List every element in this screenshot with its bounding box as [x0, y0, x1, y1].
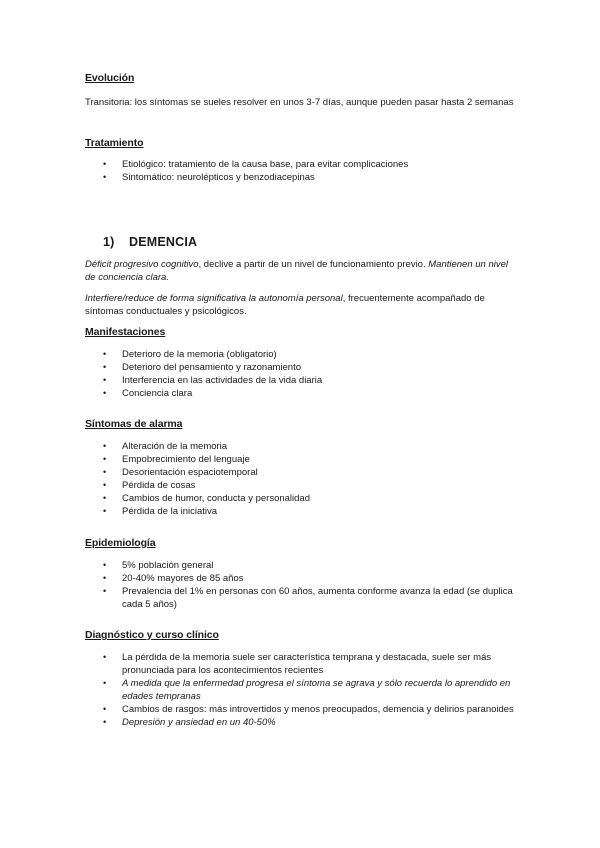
list-item: • Cambios de rasgos: más introvertidos y menos preocupados, demencia y delirios paranoides	[85, 703, 525, 716]
list-item: • Deterioro de la memoria (obligatorio)	[85, 348, 525, 361]
heading-epidemiologia: Epidemiología	[85, 537, 156, 549]
intro2-italic: Interfiere/reduce de forma significativa la autonomía personal	[85, 293, 343, 304]
demencia-intro-1	[85, 258, 515, 284]
intro1-italic-b: Mantienen un nivel de conciencia clara.	[85, 259, 508, 283]
list-item: • La pérdida de la memoria suele ser característica temprana y destacada, suele ser más pronunciada para los acontecimientos recientes	[85, 651, 525, 677]
list-item: • Sintomático: neurolépticos y benzodiacepinas	[85, 171, 525, 184]
section-title: DEMENCIA	[129, 235, 198, 249]
list-item: • Prevalencia del 1% en personas con 60 años, aumenta conforme avanza la edad (se duplica cada 5 años)	[85, 585, 525, 611]
intro2-normal: , frecuentemente acompañado de síntomas conductuales y psicológicos.	[85, 293, 485, 317]
list-item: • Pérdida de la iniciativa	[85, 505, 525, 518]
tratamiento-list	[85, 158, 525, 184]
heading-sintomas-alarma: Síntomas de alarma	[85, 418, 183, 430]
list-item: • Cambios de humor, conducta y personalidad	[85, 492, 525, 505]
sintomas-alarma-list	[85, 440, 525, 518]
list-item: • Etiológico: tratamiento de la causa base, para evitar complicaciones	[85, 158, 525, 171]
epidemiologia-list	[85, 559, 525, 611]
heading-tratamiento: Tratamiento	[85, 137, 144, 149]
heading-manifestaciones: Manifestaciones	[85, 326, 166, 338]
list-item: • 5% población general	[85, 559, 525, 572]
list-item: • Pérdida de cosas	[85, 479, 525, 492]
list-item: • A medida que la enfermedad progresa el síntoma se agrava y sólo recuerda lo aprendido en edades tempranas	[85, 677, 525, 703]
list-item: • Alteración de la memoria	[85, 440, 525, 453]
heading-diagnostico: Diagnóstico y curso clínico	[85, 629, 219, 641]
section-title-demencia	[103, 235, 197, 249]
list-item: • Empobrecimiento del lenguaje	[85, 453, 525, 466]
list-item: • Interferencia en las actividades de la vida diaria	[85, 374, 525, 387]
list-item: • Deterioro del pensamiento y razonamiento	[85, 361, 525, 374]
list-item: • Desorientación espaciotemporal	[85, 466, 525, 479]
heading-evolucion: Evolución	[85, 72, 135, 84]
list-item: • Depresión y ansiedad en un 40-50%	[85, 716, 525, 729]
manifestaciones-list	[85, 348, 525, 400]
demencia-intro-2	[85, 292, 515, 318]
diagnostico-list	[85, 651, 525, 729]
list-item: • Conciencia clara	[85, 387, 525, 400]
list-item: • 20-40% mayores de 85 años	[85, 572, 525, 585]
intro1-italic-a: Déficit progresivo cognitivo	[85, 259, 199, 270]
intro1-normal: , declive a partir de un nivel de funcionamiento previo.	[198, 259, 429, 270]
evolucion-text: Transitoria: los síntomas se sueles resolver en unos 3-7 días, aunque pueden pasar hasta 2 semanas	[85, 97, 514, 108]
section-number: 1)	[103, 235, 115, 249]
